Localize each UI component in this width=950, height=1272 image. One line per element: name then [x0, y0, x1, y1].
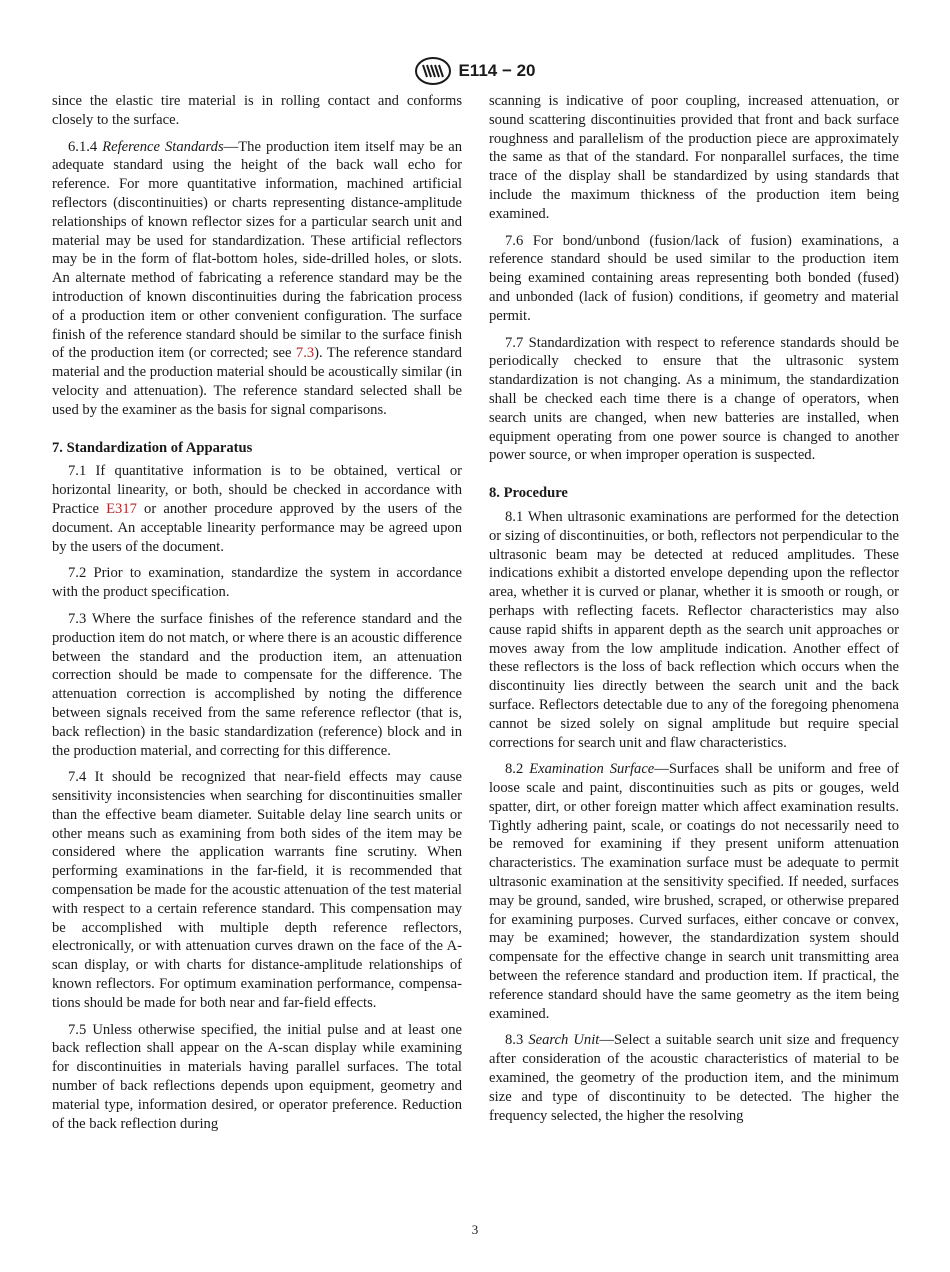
term-search-unit: Search Unit	[528, 1032, 600, 1049]
paragraph-7-5: 7.5 Unless otherwise specified, the initial pulse and at least one back reflection shall appear on the A-scan display while examining for discontinuities in materials having parallel surfaces. The total number of back reflections depends upon equipment, geometry and material type, information desired, or operator preference. Reduction of the back reflection during	[52, 1021, 462, 1132]
paragraph-8-1: 8.1 When ultrasonic examinations are performed for the detection or sizing of discontinuities, or both, reflectors not perpendicular to the ultrasonic beam may be detected at reduced amplitudes. These indications exhibit a distorted envelope depending upon the reflector area, whether it is curved or planar, whether it is smooth or rough, or perhaps with reflecting facets. Reflector characteristics may also cause rapid shifts in apparent depth as the search unit approaches or moves away from the low amplitude indication. Another effect of these reflectors is the loss of back reflection which occurs when the discontinuity lies directly between the search unit and the back surface. Reflectors detectable due to any of the foregoing phenomena cannot be sized solely on signal amplitude but require special corrections for search unit and flaw characteristics.	[489, 508, 899, 751]
left-column	[52, 92, 462, 1141]
paragraph-7-4: 7.4 It should be recognized that near-field effects may cause sensitivity inconsistencies when searching for discontinuities smaller than the effective beam diameter. Suitable delay line search units or other means such as examining from both sides of the item may be considered where the application warrants fine scrutiny. When performing examinations in the far-field, it is recommended that compensation be made for the acoustic attenuation of the test material with respect to a certain reference standard. This compensation may be accomplished with multiple depth reference reflectors, electronically, or with attenuation curves drawn on the face of the A-scan display, or with charts for distance-amplitude relationships of known reflectors. For optimum examination performance, compensations should be made for both near and far-field effects.	[52, 769, 462, 1011]
page-header	[0, 56, 950, 86]
paragraph-7-7: 7.7 Standardization with respect to reference standards should be periodically checked to ensure that the ultrasonic system standardization is not changing. As a minimum, the standardization shall be checked each time there is a change of operators, when search units are changed, when new batteries are installed, when equipment operating from one power source is changed to another power source, or when improper operation is suspected.	[489, 334, 899, 464]
paragraph-8-2: 8.2 Examination Surface—Surfaces shall be uniform and free of loose scale and paint, discontinuities such as pits or gouges, weld spatter, dirt, or other foreign matter which affect examination results. Tightly adhering paint, scale, or coatings do not necessarily need to be removed for examining if they present uniform attenuation characteristics. The examination surface must be adequate to permit ultrasonic examination at the sensitivity specified. If needed, surfaces may be ground, sanded, wire brushed, scraped, or otherwise prepared for examining purposes. Curved surfaces, either concave or convex, may be examined; however, the standardization system should compensate for the effective change in search unit transmitting area between the reference standard and production item. If practical, the reference standard should have the same geometry as the item being examined.	[489, 761, 900, 1022]
section-heading-7: 7. Standardization of Apparatus	[52, 439, 253, 456]
paragraph-8-3: 8.3 Search Unit—Select a suitable search unit size and frequency after consideration of the acoustic characteristics of material to be examined, the geometry of the production item, and the minimum size and type of discontinuity to be detected. The higher the frequency selected, the higher the resolving	[489, 1032, 899, 1124]
paragraph-7-6: 7.6 For bond/unbond (fusion/lack of fusion) examinations, a reference standard should be used similar to the production item being examined containing areas representing both bonded (fused) and unbonded (lack of fusion) conditions, if geometry and material permit.	[489, 232, 899, 324]
document-id: E114 − 20	[458, 61, 536, 80]
paragraph-continuation: since the elastic tire material is in rolling contact and conforms closely to the surface.	[52, 93, 462, 128]
link-7-3[interactable]: 7.3	[295, 345, 315, 362]
paragraph-continuation: scanning is indicative of poor coupling, increased attenuation, or sound scattering discontinuities provided that front and back surface roughness and parallelism of the production piece are approximately the same as that of the standard. For nonparallel surfaces, the time trace of the display shall be standardized by using standards that include the maximum thickness of the production item being examined.	[489, 93, 899, 222]
section-heading-8: 8. Procedure	[489, 485, 568, 502]
right-column	[489, 92, 899, 1133]
link-e317[interactable]: E317	[106, 500, 137, 517]
page-number: 3	[471, 1222, 479, 1237]
paragraph-7-2: 7.2 Prior to examination, standardize the system in accordance with the product specification.	[52, 565, 462, 601]
astm-logo-icon	[414, 56, 452, 86]
term-reference-standards: Reference Standards	[102, 138, 224, 155]
paragraph-6-1-4: 6.1.4 Reference Standards—The production item itself may be an adequate standard using the height of the back wall echo for reference. For more quantitative information, machined artificial reflectors (discontinuities) or charts representing distance-amplitude relationships of known reflector sizes for a particular search unit and material may be used for standardization. These artificial reflectors may be in the form of flat-bottom holes, side-drilled holes, or slots. An alternate method of fabricating a reference standard may be the introduction of known discontinuities during the fabrication process of a production item or other convenient configuration. The surface finish of the reference standard should be similar to the surface finish of the production item (or corrected; see 7.3). The reference standard material and the production material should be acoustically similar (in velocity and attenuation). The reference standard selected shall be used by the examiner as the basis for signal comparisons.	[52, 138, 462, 418]
term-examination-surface: Examination Surface	[529, 761, 655, 778]
paragraph-7-1: 7.1 If quantitative information is to be obtained, vertical or horizontal linearity, or both, should be checked in accordance with Practice E317 or another procedure approved by the users of the document. An acceptable linearity performance may be agreed upon by the users of the document.	[52, 463, 462, 555]
paragraph-7-3: 7.3 Where the surface finishes of the reference standard and the production item do not match, or where there is an acoustic difference between the standard and the production item, an attenuation correction should be made to compensate for the difference. The attenuation correction is accomplished by noting the difference between signals received from the same reference reflector (that is, back reflection) in the basic standardization (reference) block and in the production material, and correcting for this difference.	[52, 610, 462, 759]
